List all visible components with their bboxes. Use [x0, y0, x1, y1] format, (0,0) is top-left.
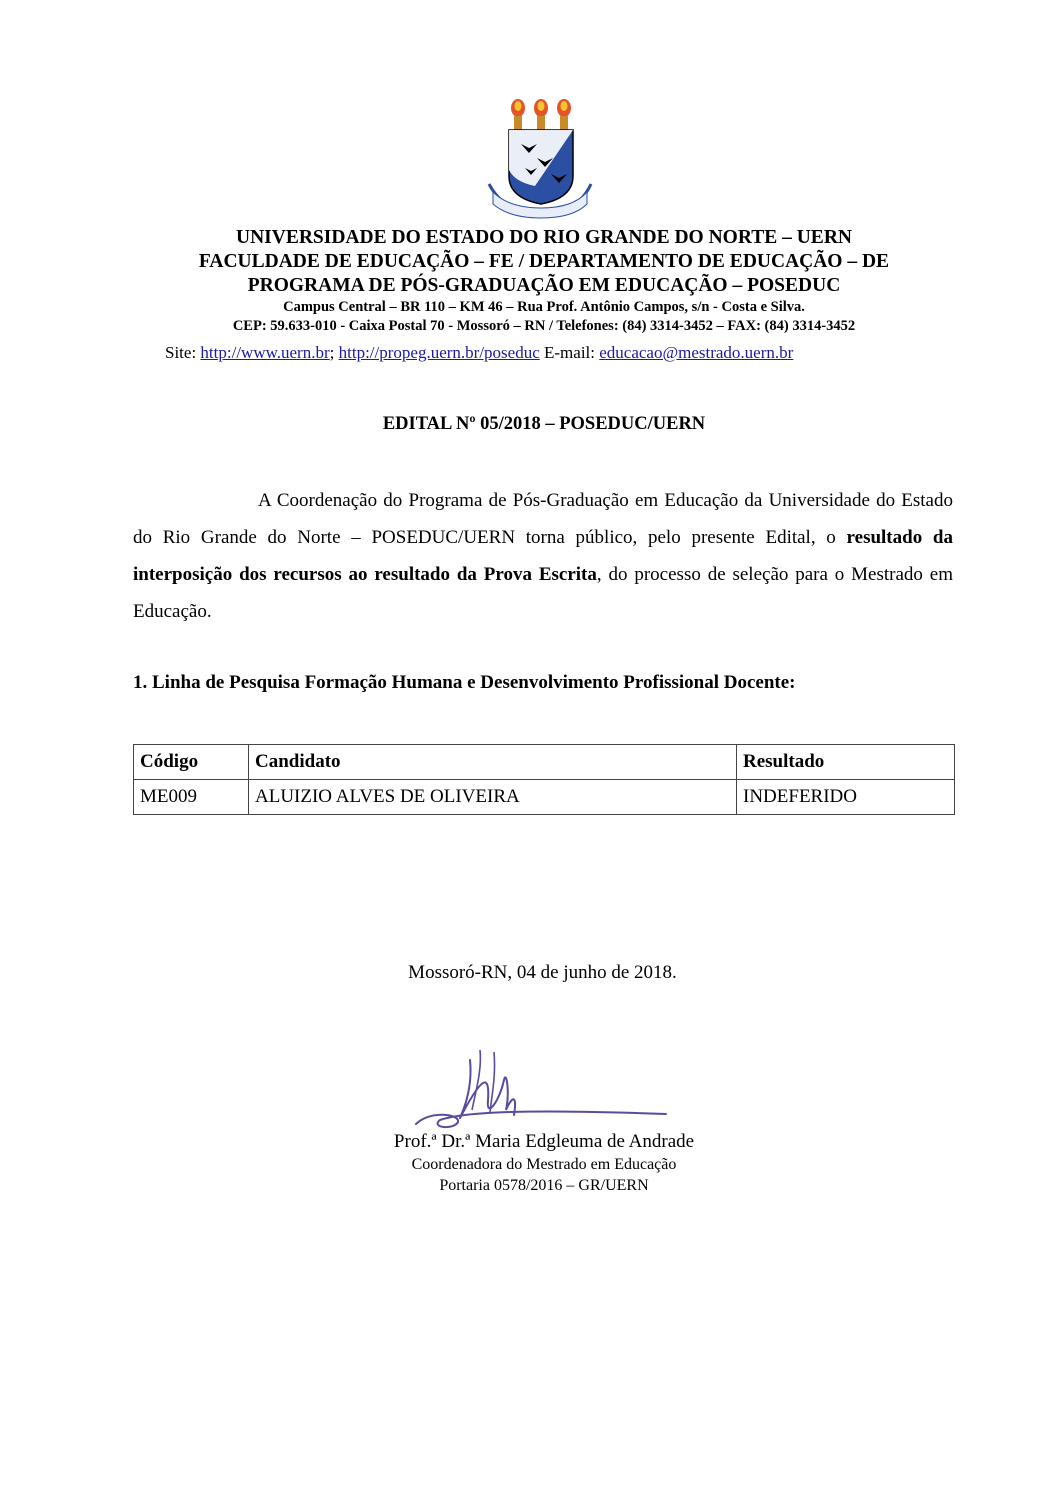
contact-line: [165, 343, 793, 363]
poseduc-site-link[interactable]: http://propeg.uern.br/poseduc: [338, 343, 540, 362]
university-crest-logo: [485, 96, 595, 220]
intro-text-bold: resultado da interposição dos recursos ao resultado da Prova Escrita: [133, 527, 953, 585]
header-resultado: Resultado: [737, 745, 955, 780]
table-row: [134, 780, 955, 815]
signature-block: [0, 1130, 1058, 1196]
intro-text-end: , do processo de seleção para o Mestrado em Educação.: [133, 564, 953, 622]
letterhead: [100, 226, 988, 336]
results-table: [133, 744, 955, 815]
site-separator: ;: [329, 343, 335, 362]
site-label: Site:: [165, 343, 197, 362]
address-line-1: Campus Central – BR 110 – KM 46 – Rua Prof. Antônio Campos, s/n - Costa e Silva.: [283, 299, 805, 315]
section-heading: 1. Linha de Pesquisa Formação Humana e Desenvolvimento Profissional Docente:: [133, 672, 796, 693]
handwritten-signature: [410, 1040, 670, 1130]
university-name: UNIVERSIDADE DO ESTADO DO RIO GRANDE DO NORTE – UERN: [236, 227, 852, 248]
cell-candidato: ALUIZIO ALVES DE OLIVEIRA: [249, 780, 737, 815]
address-line-2: CEP: 59.633-010 - Caixa Postal 70 - Mossoró – RN / Telefones: (84) 3314-3452 – FAX: (84) 3314-3452: [232, 318, 856, 334]
signatory-ordinance: Portaria 0578/2016 – GR/UERN: [439, 1177, 649, 1194]
cell-codigo: ME009: [134, 780, 249, 815]
email-link[interactable]: educacao@mestrado.uern.br: [599, 343, 794, 362]
intro-text-start: A Coordenação do Programa de Pós-Graduação em Educação da Universidade do Estado do Rio Grande do Norte – POSEDUC/UERN torna público, pelo presente Edital, o: [133, 490, 953, 548]
uern-site-link[interactable]: http://www.uern.br: [200, 343, 330, 362]
edital-title: EDITAL Nº 05/2018 – POSEDUC/UERN: [382, 414, 706, 434]
program-name: PROGRAMA DE PÓS-GRADUAÇÃO EM EDUCAÇÃO – POSEDUC: [247, 275, 841, 296]
header-codigo: Código: [134, 745, 249, 780]
cell-resultado: INDEFERIDO: [737, 780, 955, 815]
signatory-name: Prof.ª Dr.ª Maria Edgleuma de Andrade: [393, 1131, 695, 1152]
place-date: Mossoró-RN, 04 de junho de 2018.: [408, 962, 677, 983]
table-header-row: [134, 745, 955, 780]
header-candidato: Candidato: [249, 745, 737, 780]
email-label: E-mail:: [544, 343, 595, 362]
faculty-name: FACULDADE DE EDUCAÇÃO – FE / DEPARTAMENTO DE EDUCAÇÃO – DE: [198, 251, 890, 272]
signatory-role: Coordenadora do Mestrado em Educação: [411, 1156, 677, 1173]
intro-paragraph: [133, 482, 953, 630]
